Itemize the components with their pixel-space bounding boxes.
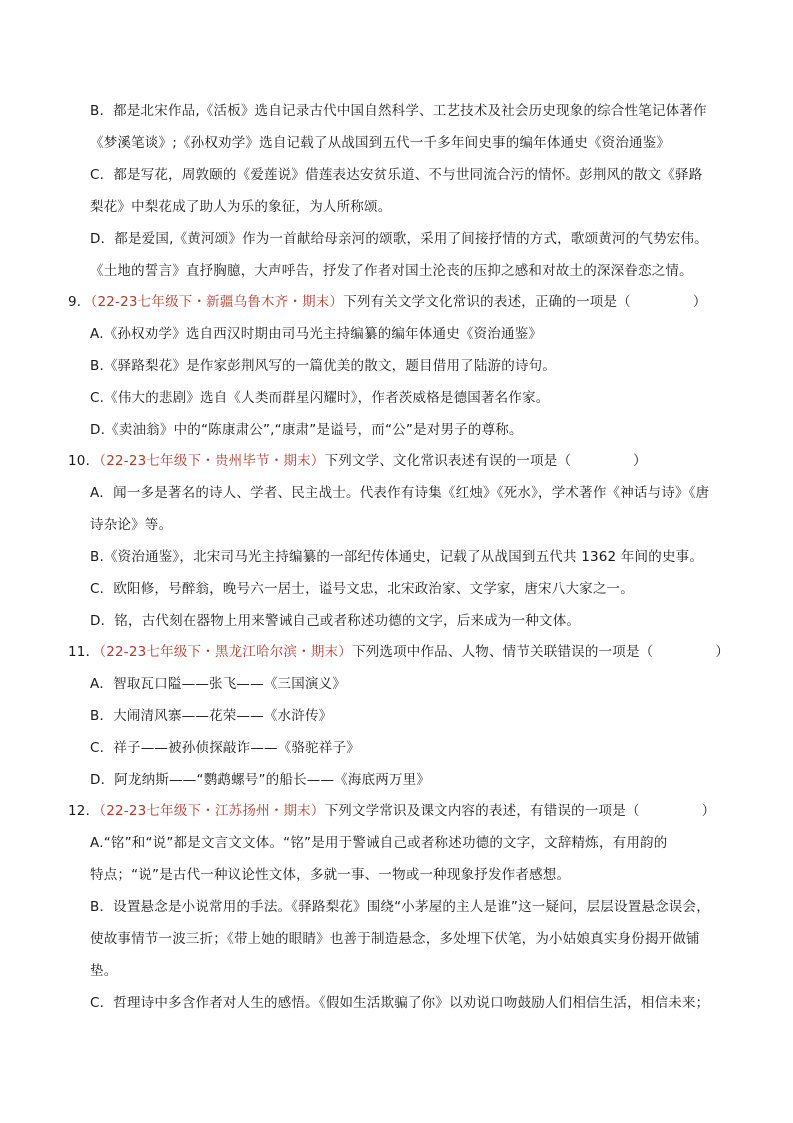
q10-option-b: B.《资治通鉴》，北宋司马光主持编纂的一部纪传体通史，记载了从战国到五代共 1362 年间的史事。: [90, 549, 704, 565]
q11-option-a: A．智取瓦口隘——张飞——《三国演义》: [90, 676, 347, 692]
q8-option-c-line1: C．都是写花，周敦颐的《爱莲说》借莲表达安贫乐道、不与世同流合污的情怀。彭荆风的散文《驿路: [90, 167, 703, 183]
question-text: 下列文学、文化常识表述有误的一项是（: [324, 453, 572, 469]
q8-option-c-line2: 梨花》中梨花成了助人为乐的象征，为人所称颂。: [90, 199, 392, 215]
q12-option-a-line1: A.“铭”和“说”都是文言文文体。“铭”是用于警诫自己或者称述功德的文字，文辞精炼，有用韵的: [90, 835, 668, 851]
q8-option-b-line1: B．都是北宋作品,《活板》选自记录古代中国自然科学、工艺技术及社会历史现象的综合性笔记体著作: [90, 103, 707, 119]
question-source: （22-23七年级下・贵州毕节・期末）: [99, 453, 325, 469]
q12-option-b-line3: 垫。: [90, 963, 118, 979]
q9-option-d: D.《卖油翁》中的“陈康肃公”,“康肃”是谥号，而“公”是对男子的尊称。: [90, 422, 523, 438]
question-source: （22-23七年级下・黑龙江哈尔滨・期末）: [99, 644, 352, 660]
question-source: （22-23七年级下・新疆乌鲁木齐・期末）: [90, 294, 344, 310]
question-text: 下列选项中作品、人物、情节关联错误的一项是（: [351, 644, 654, 660]
q10-option-a-line2: 诗杂论》等。: [90, 517, 173, 533]
question-number: 10．: [68, 453, 100, 469]
q11-option-d: D．阿龙纳斯——“鹦鹉螺号”的船长——《海底两万里》: [90, 772, 431, 788]
q8-option-d-line1: D．都是爱国,《黄河颂》作为一首献给母亲河的颂歌，采用了间接抒情的方式，歌颂黄河的气势宏伟。: [90, 231, 708, 247]
question-number: 11．: [68, 644, 100, 660]
q11-option-c: C．祥子——被孙侦探敲诈——《骆驼祥子》: [90, 740, 360, 756]
question-text: 下列文学常识及课文内容的表述，有错误的一项是（: [324, 803, 640, 819]
q9-option-a: A.《孙权劝学》选自西汉时期由司马光主持编纂的编年体通史《资治通鉴》: [90, 326, 543, 342]
q10-option-d: D．铭，古代刻在器物上用来警诫自己或者称述功德的文字，后来成为一种文体。: [90, 613, 581, 629]
q9-option-c: C.《伟大的悲剧》选自《人类而群星闪耀时》，作者茨威格是德国著名作家。: [90, 390, 550, 406]
question-11-stem: 11．（22-23七年级下・黑龙江哈尔滨・期末）下列选项中作品、人物、情节关联错误的一项是（ ）: [68, 644, 730, 660]
q12-option-a-line2: 特点；“说”是古代一种议论性文体，多就一事、一物或一种现象抒发作者感想。: [90, 867, 571, 883]
q11-option-b: B．大闹清风寨——花荣——《水浒传》: [90, 708, 333, 724]
question-9-stem: 9．（22-23七年级下・新疆乌鲁木齐・期末）下列有关文学文化常识的表述，正确的一项是（ ）: [68, 294, 707, 310]
q10-option-c: C．欧阳修，号醉翁，晚号六一居士，谥号文忠，北宋政治家、文学家，唐宋八大家之一。: [90, 581, 634, 597]
question-10-stem: 10．（22-23七年级下・贵州毕节・期末）下列文学、文化常识表述有误的一项是（ ）: [68, 453, 647, 469]
q8-option-d-line2: 《土地的誓言》直抒胸臆，大声呼告，抒发了作者对国土沦丧的压抑之感和对故土的深深眷恋之情。: [90, 263, 693, 279]
q12-option-c-line1: C．哲理诗中多含作者对人生的感悟。《假如生活欺骗了你》以劝说口吻鼓励人们相信生活，相信未来；: [90, 995, 710, 1011]
question-text: 下列有关文学文化常识的表述，正确的一项是（: [343, 294, 631, 310]
q9-option-b: B.《驿路梨花》是作家彭荆风写的一篇优美的散文，题目借用了陆游的诗句。: [90, 358, 557, 374]
q12-option-b-line2: 使故事情节一波三折；《带上她的眼睛》也善于制造悬念，多处埋下伏笔，为小姑娘真实身份揭开做铺: [90, 931, 700, 947]
q8-option-b-line2: 《梦溪笔谈》;《孙权劝学》选自记载了从战国到五代一千多年间史事的编年体通史《资治通鉴》: [90, 135, 671, 151]
question-12-stem: 12．（22-23七年级下・江苏扬州・期末）下列文学常识及课文内容的表述，有错误的一项是（ ）: [68, 803, 716, 819]
q12-option-b-line1: B．设置悬念是小说常用的手法。《驿路梨花》围绕“小茅屋的主人是谁”这一疑问，层层设置悬念误会，: [90, 899, 710, 915]
q10-option-a-line1: A．闻一多是著名的诗人、学者、民主战士。代表作有诗集《红烛》《死水》，学术著作《神话与诗》《唐: [90, 485, 710, 501]
question-source: （22-23七年级下・江苏扬州・期末）: [99, 803, 325, 819]
question-number: 9．: [68, 294, 91, 310]
question-number: 12．: [68, 803, 100, 819]
